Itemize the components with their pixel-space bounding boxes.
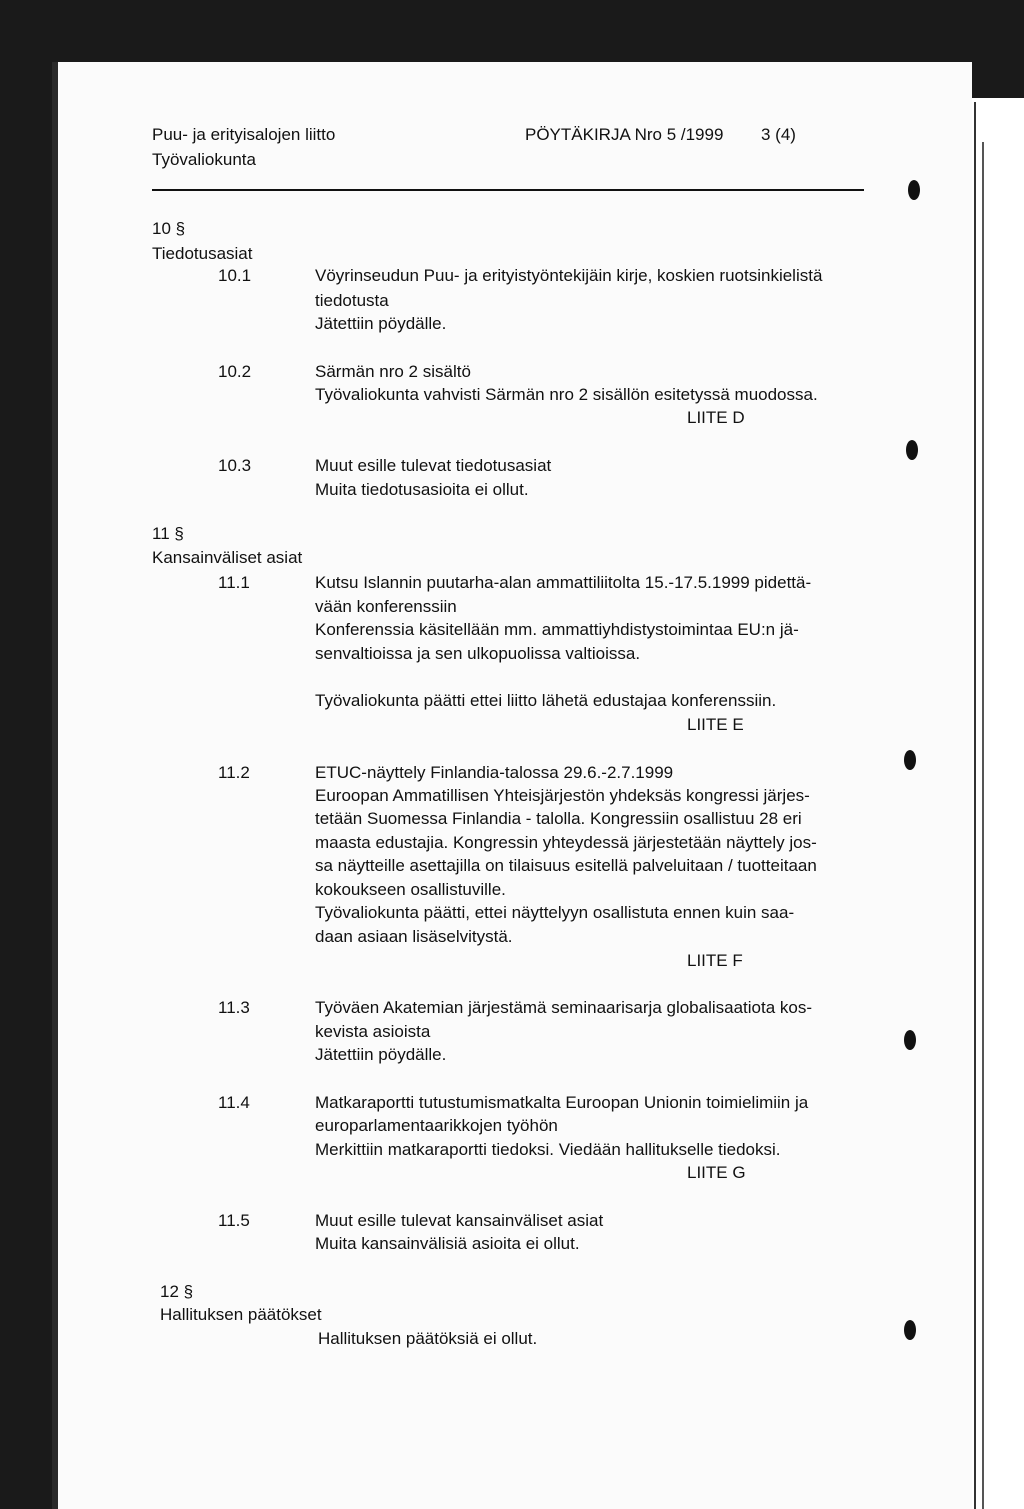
punch-hole <box>906 440 918 460</box>
item-text: Hallituksen päätöksiä ei ollut. <box>318 1329 538 1348</box>
item-text: Kutsu Islannin puutarha-alan ammattiliitolta 15.-17.5.1999 pidettä- <box>315 573 812 592</box>
item-text: tiedotusta <box>315 291 389 310</box>
org-name: Puu- ja erityisalojen liitto <box>152 125 336 144</box>
item-text: europarlamentaarikkojen työhön <box>315 1116 558 1135</box>
section-title: Kansainväliset asiat <box>152 548 303 567</box>
page-edge <box>972 62 1024 1509</box>
item-number: 11.1 <box>218 573 250 592</box>
item-text: kokoukseen osallistuville. <box>315 880 506 899</box>
item-number: 11.4 <box>218 1093 250 1112</box>
item-number: 11.3 <box>218 998 250 1017</box>
document-number: PÖYTÄKIRJA Nro 5 /1999 <box>525 125 724 144</box>
item-text: Jätettiin pöydälle. <box>315 314 447 333</box>
item-text: Työvaliokunta vahvisti Särmän nro 2 sisällön esitetyssä muodossa. <box>315 385 818 404</box>
punch-hole <box>904 1030 916 1050</box>
item-text: senvaltioissa ja sen ulkopuolissa valtioissa. <box>315 644 641 663</box>
item-text: sa näytteille asettajilla on tilaisuus esitellä palveluitaan / tuotteitaan <box>315 856 817 875</box>
item-text: tetään Suomessa Finlandia - talolla. Kongressiin osallistuu 28 eri <box>315 809 802 828</box>
item-text: kevista asioista <box>315 1022 431 1041</box>
item-text: maasta edustajia. Kongressin yhteydessä järjestetään näyttely jos- <box>315 833 817 852</box>
item-number: 11.2 <box>218 763 250 782</box>
page-number: 3 (4) <box>761 125 796 144</box>
item-text: Työvaliokunta päätti ettei liitto lähetä edustajaa konferenssiin. <box>315 691 777 710</box>
item-text: Matkaraportti tutustumismatkalta Euroopan Unionin toimielimiin ja <box>315 1093 809 1112</box>
item-text: Muut esille tulevat kansainväliset asiat <box>315 1211 604 1230</box>
punch-hole <box>904 750 916 770</box>
committee-name: Työvaliokunta <box>152 150 256 169</box>
section-title: Hallituksen päätökset <box>160 1305 322 1324</box>
item-text: Jätettiin pöydälle. <box>315 1045 447 1064</box>
item-text: Konferenssia käsitellään mm. ammattiyhdistystoimintaa EU:n jä- <box>315 620 799 639</box>
item-text: Merkittiin matkaraportti tiedoksi. Viedään hallitukselle tiedoksi. <box>315 1140 781 1159</box>
item-text: Muut esille tulevat tiedotusasiat <box>315 456 552 475</box>
item-text: Särmän nro 2 sisältö <box>315 362 471 381</box>
attachment-label: LIITE D <box>687 408 745 427</box>
item-text: daan asiaan lisäselvitystä. <box>315 927 513 946</box>
item-text: vään konferenssiin <box>315 597 457 616</box>
item-text: Vöyrinseudun Puu- ja erityistyöntekijäin kirje, koskien ruotsinkielistä <box>315 266 823 285</box>
attachment-label: LIITE F <box>687 951 743 970</box>
item-text: Työväen Akatemian järjestämä seminaarisarja globalisaatiota kos- <box>315 998 813 1017</box>
item-text: ETUC-näyttely Finlandia-talossa 29.6.-2.7.1999 <box>315 763 674 782</box>
attachment-label: LIITE G <box>687 1163 746 1182</box>
section-number: 10 § <box>152 219 186 238</box>
item-number: 11.5 <box>218 1211 250 1230</box>
header-rule <box>152 189 864 191</box>
item-text: Muita tiedotusasioita ei ollut. <box>315 480 529 499</box>
item-number: 10.3 <box>218 456 252 475</box>
punch-hole <box>904 1320 916 1340</box>
section-number: 12 § <box>160 1282 194 1301</box>
item-text: Työvaliokunta päätti, ettei näyttelyyn osallistuta ennen kuin saa- <box>315 903 795 922</box>
section-number: 11 § <box>152 524 184 543</box>
item-number: 10.2 <box>218 362 252 381</box>
item-text: Muita kansainvälisiä asioita ei ollut. <box>315 1234 580 1253</box>
attachment-label: LIITE E <box>687 715 744 734</box>
item-number: 10.1 <box>218 266 252 285</box>
item-text: Euroopan Ammatillisen Yhteisjärjestön yhdeksäs kongressi järjes- <box>315 786 810 805</box>
section-title: Tiedotusasiat <box>152 244 253 263</box>
punch-hole <box>908 180 920 200</box>
